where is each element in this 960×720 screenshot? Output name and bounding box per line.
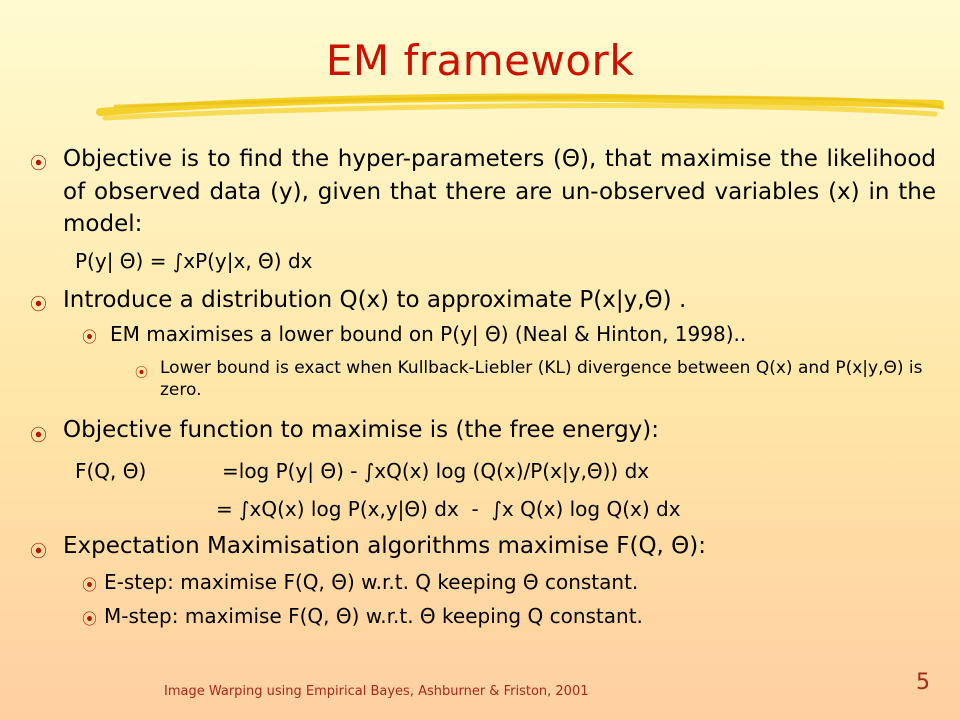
- bullet-icon: ⦿: [30, 426, 47, 446]
- bullet-icon: ⦿: [82, 576, 98, 594]
- e-step-text: E-step: maximise F(Q, Θ) w.r.t. Q keeping Θ constant.: [104, 570, 639, 594]
- slide-footer: Image Warping using Empirical Bayes, Ashburner & Friston, 2001: [164, 684, 589, 699]
- bullet-icon: ⦿: [30, 154, 47, 174]
- bullet-icon: ⦿: [82, 610, 98, 628]
- free-energy-rhs2: = ∫xQ(x) log P(x,y|Θ) dx - ∫x Q(x) log Q(x) dx: [216, 497, 681, 521]
- slide-title: EM framework: [325, 36, 635, 85]
- introduce-bullet-text: Introduce a distribution Q(x) to approximate P(x|y,Θ) .: [63, 287, 687, 313]
- em-algorithms-text: Expectation Maximisation algorithms maximise F(Q, Θ):: [63, 533, 706, 559]
- page-number: 5: [916, 670, 930, 695]
- lower-bound-exact-text: Lower bound is exact when Kullback-Liebler (KL) divergence between Q(x) and P(x|y,Θ) is zero.: [160, 358, 923, 401]
- likelihood-formula: P(y| Θ) = ∫xP(y|x, Θ) dx: [75, 249, 313, 273]
- em-lower-bound-text: EM maximises a lower bound on P(y| Θ) (Neal & Hinton, 1998)..: [110, 322, 747, 346]
- free-energy-rhs1: =log P(y| Θ) - ∫xQ(x) log (Q(x)/P(x|y,Θ)) dx: [222, 459, 650, 483]
- bullet-icon: ⦿: [30, 295, 47, 315]
- bullet-icon: ⦿: [82, 328, 98, 346]
- bullet-icon: ⦿: [30, 542, 47, 562]
- m-step-text: M-step: maximise F(Q, Θ) w.r.t. Θ keeping Q constant.: [104, 604, 643, 628]
- objective-function-text: Objective function to maximise is (the free energy):: [63, 417, 660, 443]
- bullet-icon: ⦿: [135, 366, 149, 381]
- objective-bullet-text: Objective is to find the hyper-parameters (Θ), that maximise the likelihood of observed data (y), given that there are un-observed variables (x) in the model:: [63, 146, 936, 238]
- free-energy-lhs: F(Q, Θ): [75, 459, 147, 483]
- title-underline-brushstroke: [95, 90, 945, 130]
